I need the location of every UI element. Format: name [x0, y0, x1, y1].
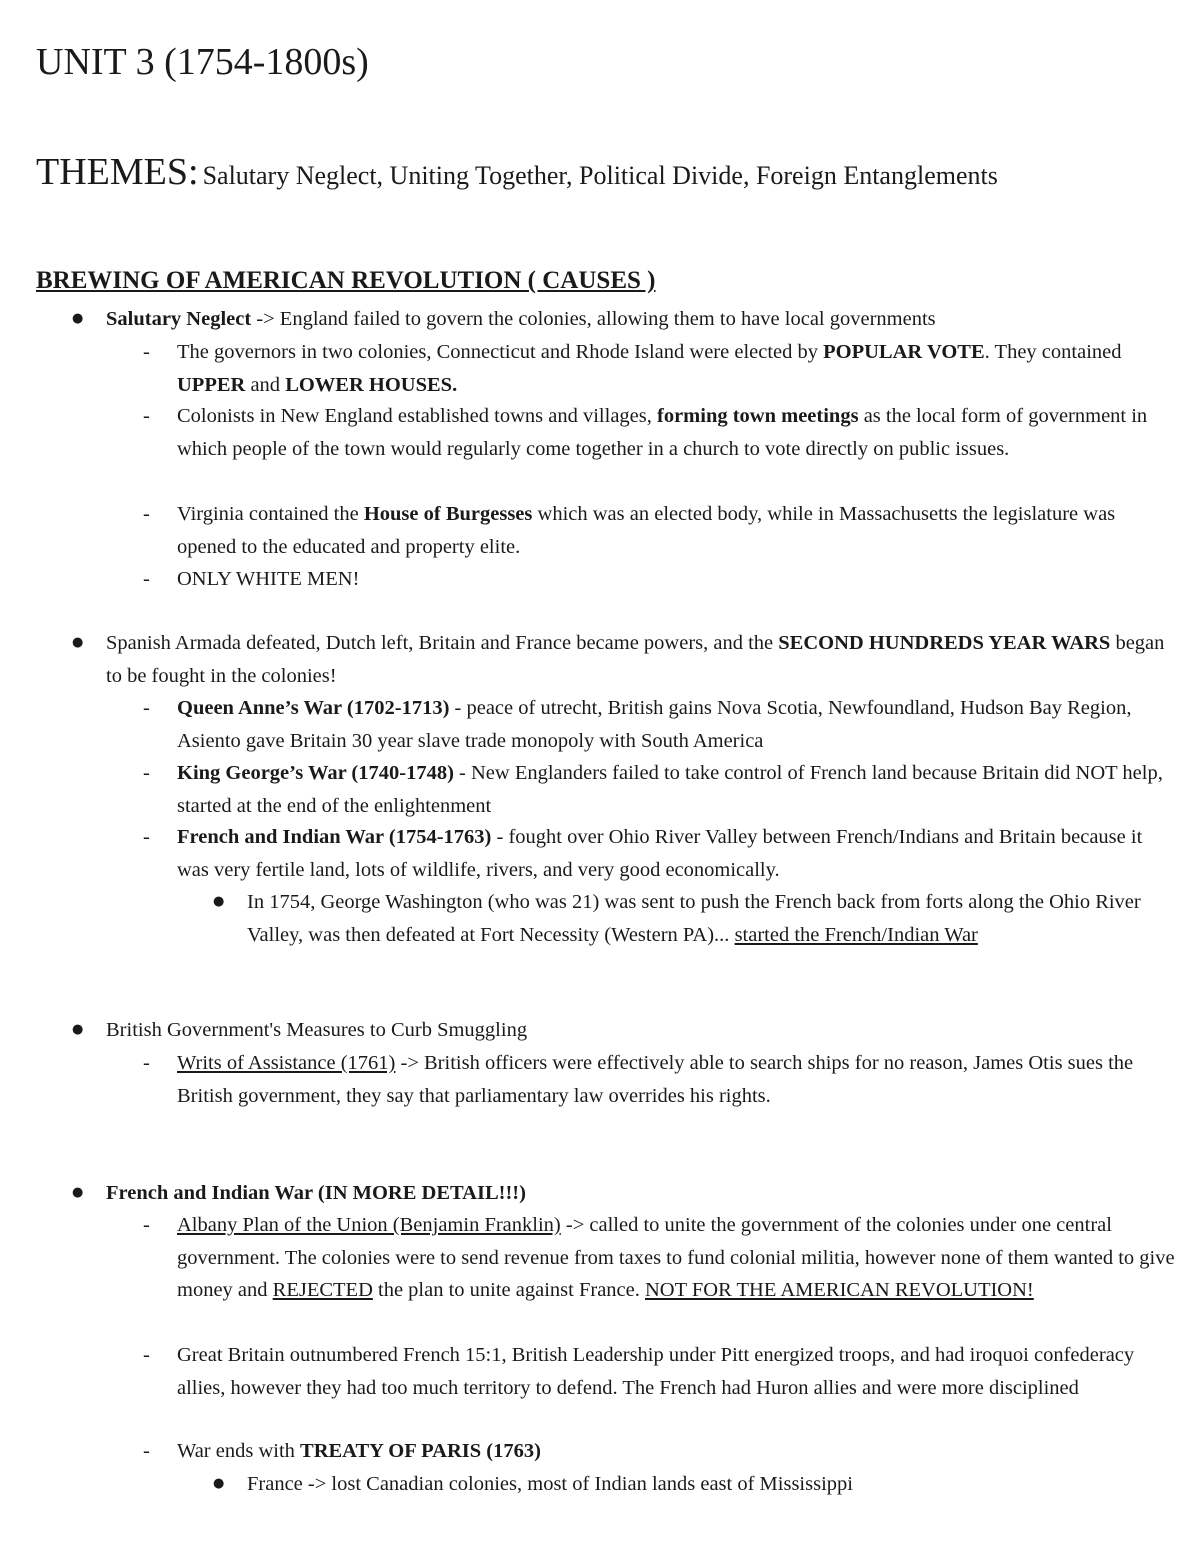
- bullet-smuggling: ● British Government's Measures to Curb Smuggling: [106, 1014, 1176, 1047]
- sub-item-queen-anne: - Queen Anne’s War (1702-1713) - peace of utrecht, British gains Nova Scotia, Newfoundland, Hudson Bay Region, Asiento gave Britain 30 year slave trade monopoly with South America: [177, 692, 1177, 757]
- sub-sub-item-france: ● France -> lost Canadian colonies, most of Indian lands east of Mississippi: [247, 1468, 1177, 1501]
- sub-item-writs: - Writs of Assistance (1761) -> British officers were effectively able to search ships for no reason, James Otis sues the British government, they say that parliamentary law overrides his rights.: [177, 1047, 1177, 1112]
- sub-item-treaty: - War ends with TREATY OF PARIS (1763): [177, 1435, 1177, 1468]
- sub-item-great-britain: - Great Britain outnumbered French 15:1, British Leadership under Pitt energized troops, and had iroquoi confederacy allies, however they had too much territory to defend. The French had Huron allies and were more disciplined: [177, 1339, 1177, 1404]
- themes-line: [36, 150, 998, 202]
- themes-list: Salutary Neglect, Uniting Together, Political Divide, Foreign Entanglements: [202, 161, 998, 190]
- sub-item-white-men: - ONLY WHITE MEN!: [177, 563, 1177, 596]
- sub-sub-item-washington: ● In 1754, George Washington (who was 21) was sent to push the French back from forts along the Ohio River Valley, was then defeated at Fort Necessity (Western PA)... started the French/Indian War: [247, 886, 1177, 951]
- sub-item-town-meetings: - Colonists in New England established towns and villages, forming town meetings as the local form of government in which people of the town would regularly come together in a church to vote directly on public issues.: [177, 400, 1177, 465]
- bold-term: Salutary Neglect: [106, 308, 252, 330]
- themes-label: THEMES:: [36, 151, 199, 193]
- bullet-fiw-detail: ● French and Indian War (IN MORE DETAIL!!!): [106, 1177, 1176, 1210]
- sub-item-governors: - The governors in two colonies, Connecticut and Rhode Island were elected by POPULAR VOTE. They contained UPPER and LOWER HOUSES.: [177, 336, 1177, 401]
- bullet-spanish-armada: ● Spanish Armada defeated, Dutch left, Britain and France became powers, and the SECOND HUNDREDS YEAR WARS began to be fought in the colonies!: [106, 627, 1176, 692]
- section-heading: BREWING OF AMERICAN REVOLUTION ( CAUSES ): [36, 267, 656, 294]
- bullet-salutary-neglect: ● Salutary Neglect -> England failed to govern the colonies, allowing them to have local governments: [106, 303, 1176, 336]
- sub-item-french-indian: - French and Indian War (1754-1763) - fought over Ohio River Valley between French/Indians and Britain because it was very fertile land, lots of wildlife, rivers, and very good economically.: [177, 821, 1177, 886]
- unit-title: UNIT 3 (1754-1800s): [36, 41, 369, 83]
- sub-item-albany: - Albany Plan of the Union (Benjamin Franklin) -> called to unite the government of the colonies under one central government. The colonies were to send revenue from taxes to fund colonial militia, however none of them wanted to give money and REJECTED the plan to unite against France. NOT FOR THE AMERICAN REVOLUTION!: [177, 1209, 1177, 1307]
- sub-item-burgesses: - Virginia contained the House of Burgesses which was an elected body, while in Massachusetts the legislature was opened to the educated and property elite.: [177, 498, 1177, 563]
- sub-item-king-george: - King George’s War (1740-1748) - New Englanders failed to take control of French land because Britain did NOT help, started at the end of the enlightenment: [177, 757, 1177, 822]
